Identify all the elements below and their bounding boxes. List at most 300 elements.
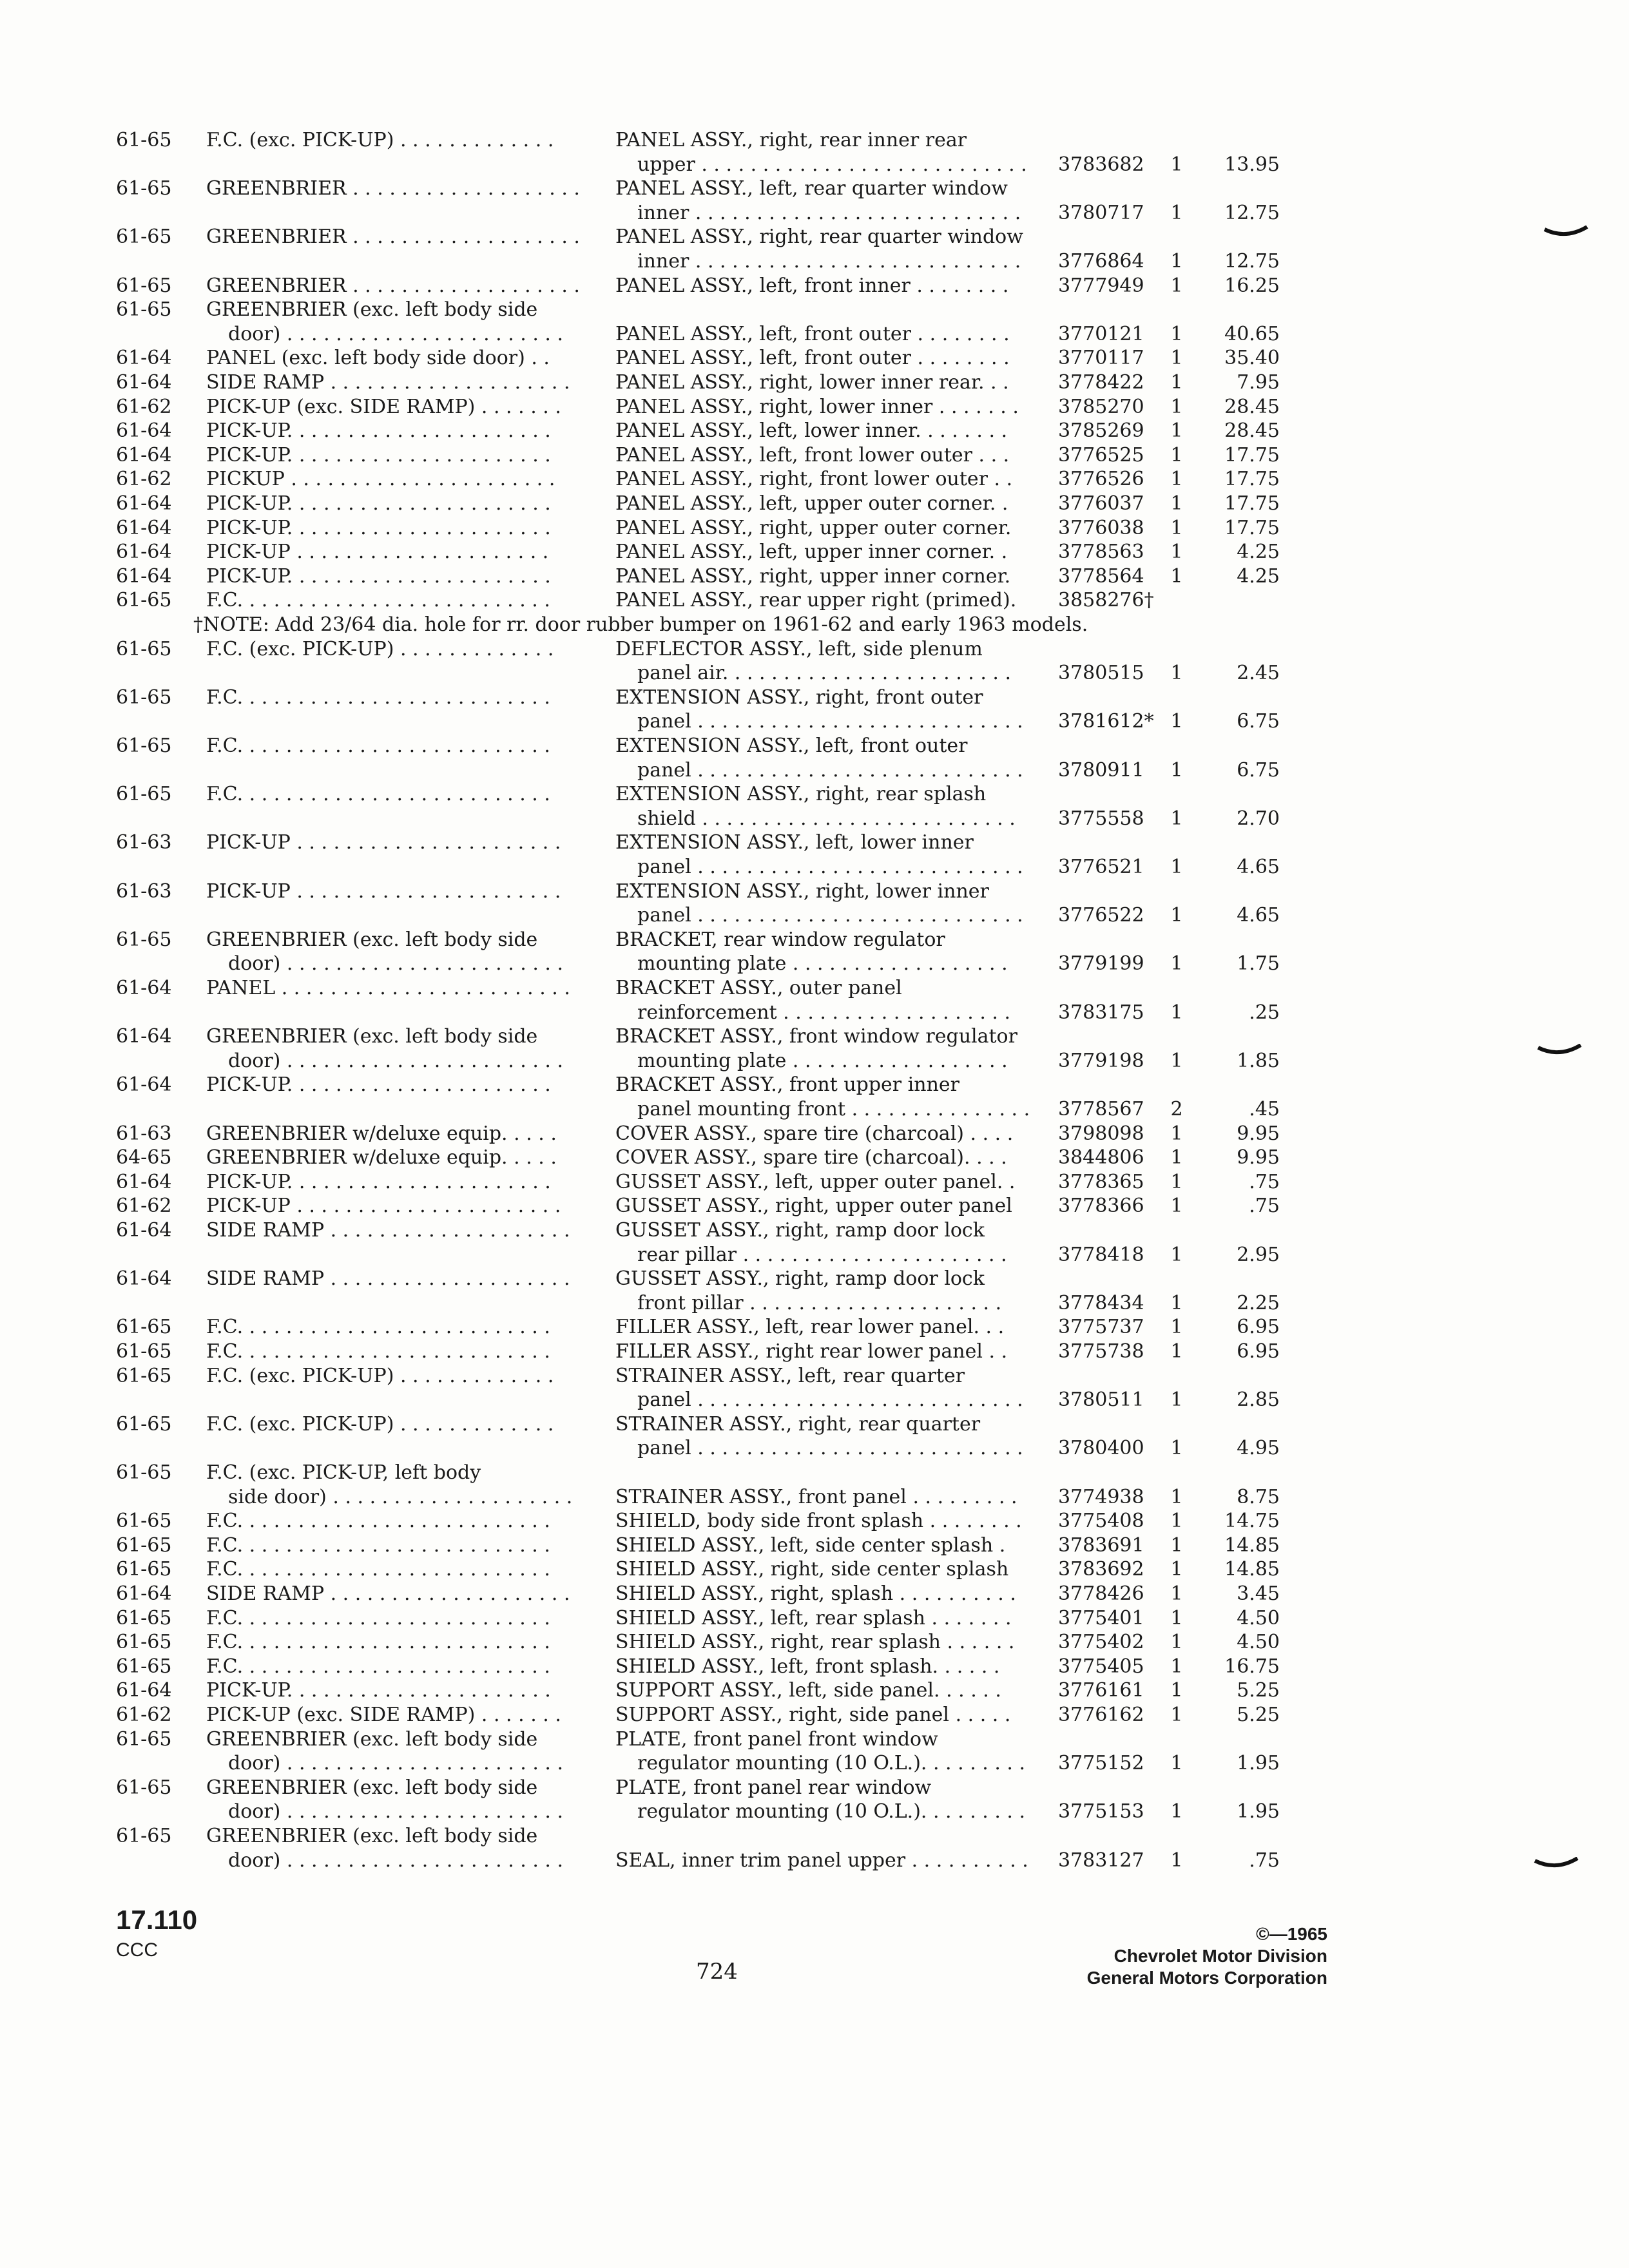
model: GREENBRIER . . . . . . . . . . . . . . . . . . . (206, 177, 580, 200)
year-range: 61-65 (116, 783, 172, 806)
model: door) . . . . . . . . . . . . . . . . . . . . . . . (228, 952, 564, 975)
model: side door) . . . . . . . . . . . . . . . . . . . . (228, 1485, 573, 1508)
table-row (0, 176, 1629, 202)
table-row (0, 830, 1629, 856)
quantity: 1 (1170, 1437, 1183, 1460)
table-row (0, 539, 1629, 565)
model: GREENBRIER (exc. left body side (206, 928, 538, 951)
price: .45 (1249, 1098, 1280, 1120)
model: F.C. . . . . . . . . . . . . . . . . . . . . . . . . . (206, 1606, 550, 1629)
table-row (0, 637, 1629, 662)
table-row (0, 733, 1629, 759)
quantity: 1 (1170, 541, 1183, 564)
quantity: 1 (1170, 153, 1183, 176)
part-description: SUPPORT ASSY., right, side panel . . . . . (615, 1704, 1011, 1726)
table-row (0, 782, 1629, 807)
model: PICK-UP. . . . . . . . . . . . . . . . . . . . . . (206, 443, 551, 466)
footnote: †NOTE: Add 23/64 dia. hole for rr. door rubber bumper on 1961-62 and early 1963 models. (193, 613, 1088, 636)
part-number: 3780400 (1058, 1437, 1144, 1460)
table-row (0, 322, 1629, 347)
table-row (0, 951, 1629, 977)
part-description: PANEL ASSY., left, upper outer corner. . (615, 492, 1008, 515)
year-range: 61-65 (116, 1631, 172, 1654)
binder-mark-icon (1534, 1857, 1579, 1871)
model: PICKUP . . . . . . . . . . . . . . . . . . . . . . (206, 468, 555, 491)
part-number: 3775152 (1058, 1752, 1144, 1775)
part-number: 3778366 (1058, 1195, 1144, 1218)
model: PICK-UP. . . . . . . . . . . . . . . . . . . . . . (206, 1073, 551, 1097)
model: F.C. . . . . . . . . . . . . . . . . . . . . . . . . . (206, 1655, 550, 1678)
year-range: 61-65 (116, 298, 172, 322)
part-description: BRACKET ASSY., front upper inner (615, 1073, 960, 1097)
year-range: 61-62 (116, 468, 172, 491)
model: PICK-UP. . . . . . . . . . . . . . . . . . . . . . (206, 564, 551, 588)
quantity: 2 (1170, 1098, 1183, 1120)
part-number: 3776525 (1058, 443, 1144, 466)
price: 1.95 (1237, 1800, 1280, 1823)
model: door) . . . . . . . . . . . . . . . . . . . . . . . (228, 1752, 564, 1775)
model: SIDE RAMP . . . . . . . . . . . . . . . . . . . . (206, 1219, 570, 1242)
year-range: 61-65 (116, 1461, 172, 1484)
part-number: 3770121 (1058, 322, 1144, 345)
table-row (0, 806, 1629, 832)
table-row (0, 612, 1629, 638)
model: F.C. . . . . . . . . . . . . . . . . . . . . . . . . . (206, 589, 550, 612)
part-number: 3776526 (1058, 468, 1144, 491)
part-number: 3783127 (1058, 1849, 1144, 1872)
table-row (0, 1218, 1629, 1244)
part-description: SHIELD, body side front splash . . . . . . . . (615, 1510, 1022, 1533)
price: 6.75 (1237, 710, 1280, 733)
section-code: 17.110 (116, 1905, 198, 1935)
table-row (0, 370, 1629, 396)
part-description: STRAINER ASSY., right, rear quarter (615, 1412, 981, 1436)
table-row (0, 345, 1629, 371)
model: F.C. (exc. PICK-UP) . . . . . . . . . . . . . (206, 129, 554, 151)
table-row (0, 879, 1629, 905)
model: F.C. . . . . . . . . . . . . . . . . . . . . . . . . . (206, 1510, 550, 1533)
year-range: 61-65 (116, 1340, 172, 1363)
quantity: 1 (1170, 492, 1183, 515)
part-description: EXTENSION ASSY., right, front outer (615, 686, 983, 709)
table-row (0, 1314, 1629, 1340)
part-number: 3778563 (1058, 541, 1144, 564)
model: GREENBRIER (exc. left body side (206, 1776, 538, 1799)
model: GREENBRIER (exc. left body side (206, 1825, 538, 1847)
part-number: 3778426 (1058, 1582, 1144, 1605)
quantity: 1 (1170, 468, 1183, 491)
part-description: panel . . . . . . . . . . . . . . . . . . . . . . . . . . . (637, 758, 1023, 782)
table-row (0, 249, 1629, 274)
table-row (0, 1412, 1629, 1437)
page-number: 724 (696, 1959, 738, 1984)
model: F.C. . . . . . . . . . . . . . . . . . . . . . . . . . (206, 1316, 550, 1339)
part-description: PANEL ASSY., left, rear quarter window (615, 177, 1008, 200)
part-description: SHIELD ASSY., right, rear splash . . . . . . (615, 1631, 1015, 1654)
table-row (0, 1581, 1629, 1607)
table-row (0, 1291, 1629, 1316)
quantity: 1 (1170, 1849, 1183, 1872)
part-description: SHIELD ASSY., right, splash . . . . . . . . . . (615, 1582, 1016, 1605)
year-range: 61-65 (116, 1606, 172, 1629)
quantity: 1 (1170, 1606, 1183, 1629)
quantity: 1 (1170, 1170, 1183, 1193)
year-range: 61-65 (116, 1727, 172, 1751)
part-description: COVER ASSY., spare tire (charcoal) . . . . (615, 1122, 1014, 1145)
table-row (0, 1387, 1629, 1413)
part-number: 3780911 (1058, 758, 1144, 782)
year-range: 61-65 (116, 226, 172, 249)
table-row (0, 975, 1629, 1001)
quantity: 1 (1170, 1146, 1183, 1169)
year-range: 61-65 (116, 735, 172, 757)
quantity: 1 (1170, 1485, 1183, 1508)
part-number: 3775738 (1058, 1340, 1144, 1363)
price: 17.75 (1224, 492, 1280, 515)
quantity: 1 (1170, 1510, 1183, 1533)
table-row (0, 152, 1629, 178)
model: door) . . . . . . . . . . . . . . . . . . . . . . . (228, 322, 564, 345)
table-row (0, 1000, 1629, 1026)
year-range: 61-65 (116, 1558, 172, 1581)
part-description: panel . . . . . . . . . . . . . . . . . . . . . . . . . . . (637, 1437, 1023, 1460)
table-row (0, 1678, 1629, 1704)
year-range: 61-64 (116, 1073, 172, 1097)
part-description: regulator mounting (10 O.L.). . . . . . . . . (637, 1800, 1026, 1823)
part-number: 3778418 (1058, 1243, 1144, 1266)
year-range: 61-65 (116, 1533, 172, 1557)
quantity: 1 (1170, 1389, 1183, 1412)
part-description: panel mounting front . . . . . . . . . . . . . . . (637, 1098, 1030, 1120)
quantity: 1 (1170, 1800, 1183, 1823)
model: F.C. (exc. PICK-UP) . . . . . . . . . . . . . (206, 637, 554, 660)
table-row (0, 1121, 1629, 1147)
part-description: shield . . . . . . . . . . . . . . . . . . . . . . . . . . (637, 807, 1016, 830)
part-description: panel . . . . . . . . . . . . . . . . . . . . . . . . . . . (637, 856, 1023, 878)
price: 17.75 (1224, 516, 1280, 539)
part-description: PANEL ASSY., right, upper outer corner. (615, 516, 1012, 539)
price: 28.45 (1224, 419, 1280, 443)
year-range: 64-65 (116, 1146, 172, 1169)
model: PICK-UP . . . . . . . . . . . . . . . . . . . . . . (206, 1195, 561, 1218)
table-row (0, 1485, 1629, 1510)
model: F.C. (exc. PICK-UP, left body (206, 1461, 481, 1484)
part-number: 3783691 (1058, 1533, 1144, 1557)
part-description: PANEL ASSY., left, front outer . . . . . . . . (615, 347, 1010, 370)
price: .75 (1249, 1170, 1280, 1193)
table-row (0, 1048, 1629, 1074)
quantity: 1 (1170, 758, 1183, 782)
quantity: 1 (1170, 1195, 1183, 1218)
table-row (0, 1823, 1629, 1849)
part-description: FILLER ASSY., left, rear lower panel. . . (615, 1316, 1005, 1339)
model: F.C. . . . . . . . . . . . . . . . . . . . . . . . . . (206, 1558, 550, 1581)
year-range: 61-65 (116, 1364, 172, 1387)
price: 1.95 (1237, 1752, 1280, 1775)
part-number: 3776162 (1058, 1704, 1144, 1726)
part-description: SUPPORT ASSY., left, side panel. . . . . . (615, 1679, 1001, 1702)
part-number: 3780515 (1058, 662, 1144, 685)
part-number: 3774938 (1058, 1485, 1144, 1508)
price: .75 (1249, 1195, 1280, 1218)
model: PICK-UP (exc. SIDE RAMP) . . . . . . . (206, 1704, 561, 1726)
quantity: 1 (1170, 1122, 1183, 1145)
part-number: 3775402 (1058, 1631, 1144, 1654)
quantity: 1 (1170, 201, 1183, 224)
year-range: 61-64 (116, 1025, 172, 1048)
price: 4.50 (1237, 1631, 1280, 1654)
part-number: 3783175 (1058, 1001, 1144, 1024)
table-row (0, 1169, 1629, 1195)
part-number: 3779199 (1058, 952, 1144, 975)
part-description: panel . . . . . . . . . . . . . . . . . . . . . . . . . . . (637, 710, 1023, 733)
part-description: SHIELD ASSY., left, front splash. . . . . . (615, 1655, 1000, 1678)
quantity: 1 (1170, 662, 1183, 685)
price: 2.25 (1237, 1291, 1280, 1314)
price: 4.25 (1237, 541, 1280, 564)
part-description: mounting plate . . . . . . . . . . . . . . . . . . (637, 1049, 1008, 1072)
year-range: 61-63 (116, 1122, 172, 1145)
quantity: 1 (1170, 1679, 1183, 1702)
model: door) . . . . . . . . . . . . . . . . . . . . . . . (228, 1049, 564, 1072)
price: 5.25 (1237, 1679, 1280, 1702)
year-range: 61-64 (116, 977, 172, 999)
price: 17.75 (1224, 468, 1280, 491)
price: 4.50 (1237, 1606, 1280, 1629)
table-row (0, 903, 1629, 928)
year-range: 61-64 (116, 419, 172, 443)
quantity: 1 (1170, 1243, 1183, 1266)
part-description: PANEL ASSY., left, front outer . . . . . . . . (615, 322, 1010, 345)
quantity: 1 (1170, 274, 1183, 297)
part-description: EXTENSION ASSY., right, rear splash (615, 783, 987, 806)
model: F.C. . . . . . . . . . . . . . . . . . . . . . . . . . (206, 735, 550, 757)
model: PICK-UP (exc. SIDE RAMP) . . . . . . . (206, 395, 561, 418)
part-description: PLATE, front panel rear window (615, 1776, 932, 1799)
part-number: 3785269 (1058, 419, 1144, 443)
model: door) . . . . . . . . . . . . . . . . . . . . . . . (228, 1849, 564, 1872)
table-row (0, 709, 1629, 735)
table-row (0, 466, 1629, 492)
part-number: 3770117 (1058, 347, 1144, 370)
part-number: 3844806 (1058, 1146, 1144, 1169)
model: F.C. . . . . . . . . . . . . . . . . . . . . . . . . . (206, 1340, 550, 1363)
price: 6.95 (1237, 1316, 1280, 1339)
year-range: 61-64 (116, 516, 172, 539)
price: 2.70 (1237, 807, 1280, 830)
year-range: 61-65 (116, 129, 172, 151)
table-row (0, 1629, 1629, 1655)
price: 12.75 (1224, 250, 1280, 273)
quantity: 1 (1170, 443, 1183, 466)
year-range: 61-64 (116, 541, 172, 564)
model: F.C. . . . . . . . . . . . . . . . . . . . . . . . . . (206, 1533, 550, 1557)
part-description: PANEL ASSY., left, lower inner. . . . . . . . (615, 419, 1008, 443)
year-range: 61-65 (116, 1412, 172, 1436)
division-name: Chevrolet Motor Division (1113, 1946, 1327, 1966)
part-description: PLATE, front panel front window (615, 1727, 938, 1751)
part-number: 3785270 (1058, 395, 1144, 418)
table-row (0, 297, 1629, 323)
part-description: PANEL ASSY., left, front inner . . . . . . . . (615, 274, 1009, 297)
year-range: 61-64 (116, 492, 172, 515)
table-row (0, 1193, 1629, 1219)
quantity: 1 (1170, 856, 1183, 878)
table-row (0, 1436, 1629, 1461)
quantity: 1 (1170, 250, 1183, 273)
model: GREENBRIER w/deluxe equip. . . . . (206, 1122, 557, 1145)
table-row (0, 224, 1629, 250)
price: 28.45 (1224, 395, 1280, 418)
year-range: 61-64 (116, 347, 172, 370)
table-row (0, 1460, 1629, 1486)
year-range: 61-64 (116, 1170, 172, 1193)
model: PANEL . . . . . . . . . . . . . . . . . . . . . . . . (206, 977, 570, 999)
table-row (0, 1072, 1629, 1098)
year-range: 61-65 (116, 177, 172, 200)
table-row (0, 1557, 1629, 1582)
part-description: SHIELD ASSY., right, side center splash (615, 1558, 1009, 1581)
table-row (0, 1242, 1629, 1268)
quantity: 1 (1170, 419, 1183, 443)
quantity: 1 (1170, 710, 1183, 733)
quantity: 1 (1170, 371, 1183, 394)
model: PICK-UP . . . . . . . . . . . . . . . . . . . . . (206, 541, 549, 564)
table-row (0, 515, 1629, 541)
model: door) . . . . . . . . . . . . . . . . . . . . . . . (228, 1800, 564, 1823)
quantity: 1 (1170, 1340, 1183, 1363)
part-number: 3776522 (1058, 904, 1144, 927)
model: PICK-UP . . . . . . . . . . . . . . . . . . . . . . (206, 831, 561, 854)
year-range: 61-65 (116, 1776, 172, 1799)
table-row (0, 443, 1629, 468)
price: 4.65 (1237, 856, 1280, 878)
price: 2.85 (1237, 1389, 1280, 1412)
year-range: 61-62 (116, 395, 172, 418)
table-row (0, 1508, 1629, 1534)
table-row (0, 1727, 1629, 1753)
table-row (0, 1702, 1629, 1728)
part-description: STRAINER ASSY., left, rear quarter (615, 1364, 965, 1387)
year-range: 61-64 (116, 371, 172, 394)
part-number: 3798098 (1058, 1122, 1144, 1145)
table-row (0, 394, 1629, 420)
part-description: GUSSET ASSY., right, ramp door lock (615, 1219, 985, 1242)
table-row (0, 1654, 1629, 1680)
price: 9.95 (1237, 1146, 1280, 1169)
year-range: 61-65 (116, 686, 172, 709)
part-description: PANEL ASSY., right, front lower outer . . (615, 468, 1013, 491)
table-row (0, 1097, 1629, 1122)
part-description: upper . . . . . . . . . . . . . . . . . . . . . . . . . . . (637, 153, 1027, 176)
part-description: regulator mounting (10 O.L.). . . . . . . . . (637, 1752, 1026, 1775)
price: 2.95 (1237, 1243, 1280, 1266)
part-number: 3778422 (1058, 371, 1144, 394)
quantity: 1 (1170, 952, 1183, 975)
model: F.C. . . . . . . . . . . . . . . . . . . . . . . . . . (206, 783, 550, 806)
year-range: 61-65 (116, 1316, 172, 1339)
table-row (0, 660, 1629, 686)
part-description: BRACKET ASSY., front window regulator (615, 1025, 1017, 1048)
part-description: rear pillar . . . . . . . . . . . . . . . . . . . . . . (637, 1243, 1007, 1266)
price: 9.95 (1237, 1122, 1280, 1145)
model: PICK-UP . . . . . . . . . . . . . . . . . . . . . . (206, 879, 561, 903)
model: PICK-UP. . . . . . . . . . . . . . . . . . . . . . (206, 1679, 551, 1702)
model: GREENBRIER (exc. left body side (206, 1727, 538, 1751)
part-number: 3779198 (1058, 1049, 1144, 1072)
part-number: 3775405 (1058, 1655, 1144, 1678)
price: 12.75 (1224, 201, 1280, 224)
part-description: FILLER ASSY., right rear lower panel . . (615, 1340, 1008, 1363)
part-description: PANEL ASSY., right, upper inner corner. (615, 564, 1011, 588)
year-range: 61-62 (116, 1704, 172, 1726)
model: F.C. (exc. PICK-UP) . . . . . . . . . . . . . (206, 1364, 554, 1387)
year-range: 61-63 (116, 879, 172, 903)
table-row (0, 854, 1629, 880)
part-description: mounting plate . . . . . . . . . . . . . . . . . . (637, 952, 1008, 975)
model: PICK-UP. . . . . . . . . . . . . . . . . . . . . . (206, 492, 551, 515)
quantity: 1 (1170, 1752, 1183, 1775)
price: 4.25 (1237, 564, 1280, 588)
table-row (0, 758, 1629, 783)
price: 14.85 (1224, 1533, 1280, 1557)
price: 6.95 (1237, 1340, 1280, 1363)
part-number: 3780511 (1058, 1389, 1144, 1412)
year-range: 61-64 (116, 1679, 172, 1702)
corporation-name: General Motors Corporation (1086, 1968, 1327, 1988)
table-row (0, 491, 1629, 517)
model: PICK-UP. . . . . . . . . . . . . . . . . . . . . . (206, 419, 551, 443)
year-range: 61-65 (116, 637, 172, 660)
price: 1.75 (1237, 952, 1280, 975)
price: 14.75 (1224, 1510, 1280, 1533)
model: SIDE RAMP . . . . . . . . . . . . . . . . . . . . (206, 1267, 570, 1291)
quantity: 1 (1170, 564, 1183, 588)
part-description: panel . . . . . . . . . . . . . . . . . . . . . . . . . . . (637, 904, 1023, 927)
table-row (0, 1848, 1629, 1874)
part-description: EXTENSION ASSY., left, lower inner (615, 831, 974, 854)
quantity: 1 (1170, 1631, 1183, 1654)
part-number: 3775737 (1058, 1316, 1144, 1339)
price: 2.45 (1237, 662, 1280, 685)
year-range: 61-65 (116, 1510, 172, 1533)
part-number: 3776864 (1058, 250, 1144, 273)
quantity: 1 (1170, 516, 1183, 539)
part-description: PANEL ASSY., rear upper right (primed). (615, 589, 1017, 612)
price: 40.65 (1224, 322, 1280, 345)
part-number: 3775558 (1058, 807, 1144, 830)
year-range: 61-64 (116, 443, 172, 466)
price: 13.95 (1224, 153, 1280, 176)
table-row (0, 1533, 1629, 1559)
table-row (0, 1606, 1629, 1631)
part-number: 3781612* (1058, 710, 1154, 733)
quantity: 1 (1170, 1533, 1183, 1557)
quantity: 1 (1170, 1049, 1183, 1072)
binder-mark-icon (1537, 1044, 1582, 1058)
part-number: 3777949 (1058, 274, 1144, 297)
year-range: 61-65 (116, 589, 172, 612)
part-description: STRAINER ASSY., front panel . . . . . . . . . (615, 1485, 1017, 1508)
year-range: 61-63 (116, 831, 172, 854)
part-description: GUSSET ASSY., right, ramp door lock (615, 1267, 985, 1291)
year-range: 61-65 (116, 1825, 172, 1847)
part-description: GUSSET ASSY., right, upper outer panel (615, 1195, 1012, 1218)
quantity: 1 (1170, 1291, 1183, 1314)
year-range: 61-62 (116, 1195, 172, 1218)
quantity: 1 (1170, 347, 1183, 370)
part-description: panel air. . . . . . . . . . . . . . . . . . . . . . . . (637, 662, 1012, 685)
